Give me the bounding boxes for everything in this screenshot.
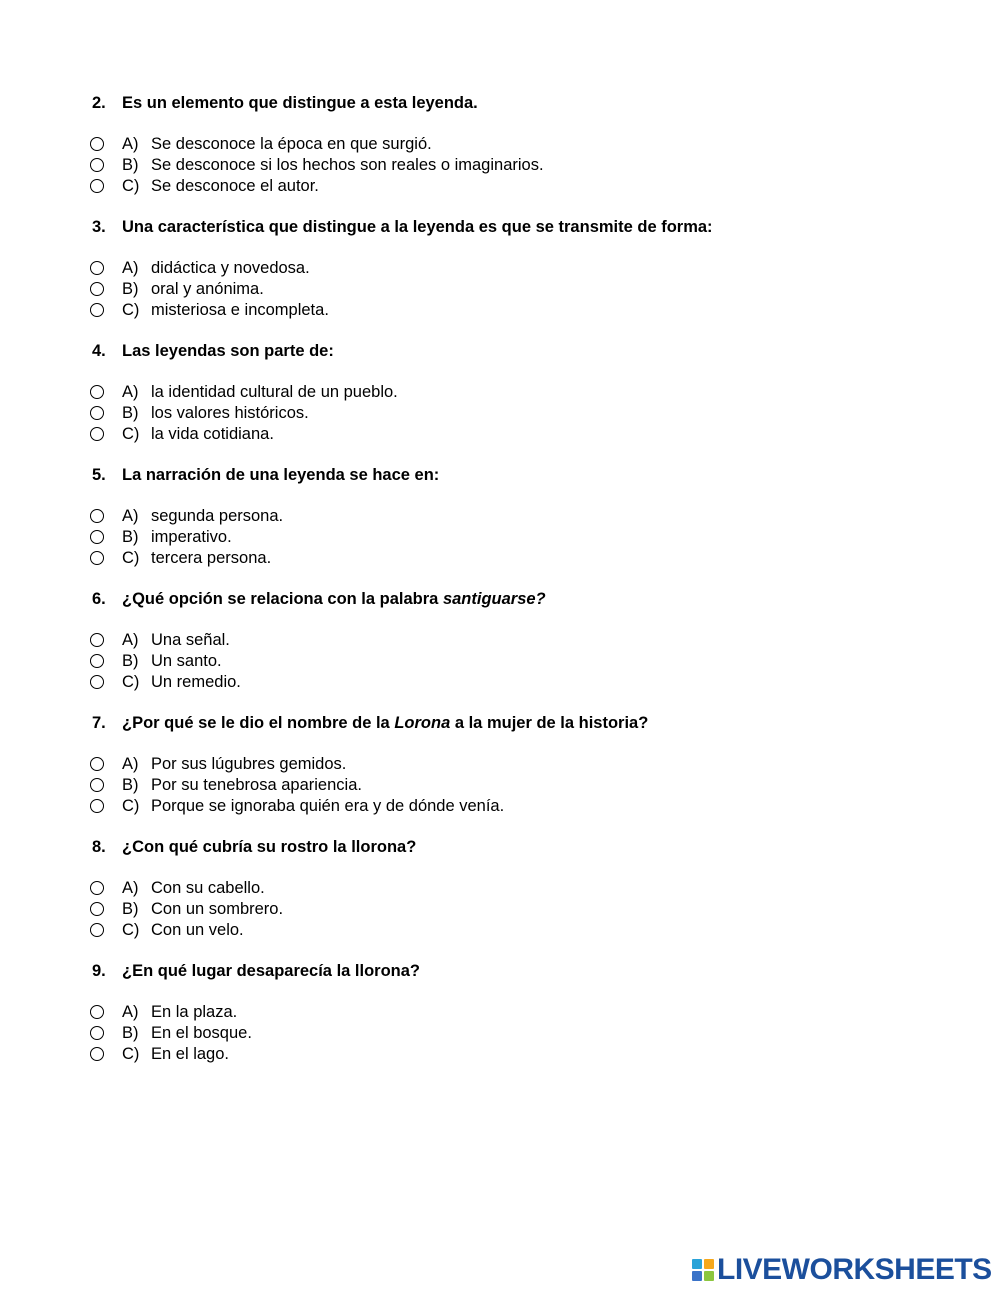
option-text: Por su tenebrosa apariencia. bbox=[151, 776, 362, 794]
logo-text: LIVEWORKSHEETS bbox=[717, 1253, 992, 1286]
radio-button[interactable] bbox=[90, 179, 104, 193]
question-number: 5. bbox=[92, 466, 106, 484]
radio-button[interactable] bbox=[90, 799, 104, 813]
option-text: la identidad cultural de un pueblo. bbox=[151, 383, 398, 401]
option-a[interactable] bbox=[0, 382, 700, 403]
radio-button[interactable] bbox=[90, 530, 104, 544]
question-number: 7. bbox=[92, 714, 106, 732]
radio-button[interactable] bbox=[90, 902, 104, 916]
option-text: Con su cabello. bbox=[151, 879, 265, 897]
option-letter: A) bbox=[122, 507, 139, 525]
option-text: segunda persona. bbox=[151, 507, 284, 525]
option-a[interactable] bbox=[0, 754, 700, 775]
radio-button[interactable] bbox=[90, 654, 104, 668]
option-text: En el lago. bbox=[151, 1045, 229, 1063]
option-letter: A) bbox=[122, 631, 139, 649]
radio-button[interactable] bbox=[90, 137, 104, 151]
option-letter: A) bbox=[122, 259, 139, 277]
option-letter: C) bbox=[122, 549, 140, 567]
radio-button[interactable] bbox=[90, 158, 104, 172]
option-letter: C) bbox=[122, 425, 140, 443]
radio-button[interactable] bbox=[90, 1047, 104, 1061]
radio-button[interactable] bbox=[90, 427, 104, 441]
option-letter: B) bbox=[122, 1024, 139, 1042]
option-letter: A) bbox=[122, 135, 139, 153]
option-letter: B) bbox=[122, 900, 139, 918]
option-c[interactable] bbox=[0, 424, 700, 445]
option-text: la vida cotidiana. bbox=[151, 425, 274, 443]
radio-button[interactable] bbox=[90, 509, 104, 523]
option-text: imperativo. bbox=[151, 528, 232, 546]
question-number: 4. bbox=[92, 342, 106, 360]
option-c[interactable] bbox=[0, 1044, 700, 1065]
option-letter: C) bbox=[122, 921, 140, 939]
question-text: Las leyendas son parte de: bbox=[122, 342, 334, 360]
option-c[interactable] bbox=[0, 672, 700, 693]
question-text: ¿Con qué cubría su rostro la llorona? bbox=[122, 838, 417, 856]
option-letter: B) bbox=[122, 404, 139, 422]
liveworksheets-logo bbox=[692, 1255, 992, 1285]
question-number: 8. bbox=[92, 838, 106, 856]
option-a[interactable] bbox=[0, 134, 700, 155]
question-text: Es un elemento que distingue a esta leyenda. bbox=[122, 94, 478, 112]
radio-button[interactable] bbox=[90, 1026, 104, 1040]
question-title bbox=[92, 464, 439, 486]
question-title bbox=[92, 340, 334, 362]
option-b[interactable] bbox=[0, 1023, 700, 1044]
option-c[interactable] bbox=[0, 176, 700, 197]
option-text: Con un velo. bbox=[151, 921, 244, 939]
radio-button[interactable] bbox=[90, 406, 104, 420]
option-letter: C) bbox=[122, 1045, 140, 1063]
option-text: Se desconoce la época en que surgió. bbox=[151, 135, 432, 153]
option-text: didáctica y novedosa. bbox=[151, 259, 310, 277]
option-text: los valores históricos. bbox=[151, 404, 309, 422]
option-text: Un santo. bbox=[151, 652, 222, 670]
option-letter: B) bbox=[122, 280, 139, 298]
option-b[interactable] bbox=[0, 775, 700, 796]
radio-button[interactable] bbox=[90, 881, 104, 895]
radio-button[interactable] bbox=[90, 303, 104, 317]
option-text: tercera persona. bbox=[151, 549, 272, 567]
option-letter: A) bbox=[122, 383, 139, 401]
option-text: Un remedio. bbox=[151, 673, 241, 691]
option-a[interactable] bbox=[0, 878, 700, 899]
option-c[interactable] bbox=[0, 796, 700, 817]
option-letter: C) bbox=[122, 797, 140, 815]
option-a[interactable] bbox=[0, 1002, 700, 1023]
question-text-end: a la mujer de la historia? bbox=[450, 714, 649, 732]
option-letter: B) bbox=[122, 156, 139, 174]
option-b[interactable] bbox=[0, 899, 700, 920]
option-b[interactable] bbox=[0, 651, 700, 672]
option-text: Por sus lúgubres gemidos. bbox=[151, 755, 347, 773]
option-b[interactable] bbox=[0, 279, 700, 300]
option-letter: B) bbox=[122, 528, 139, 546]
radio-button[interactable] bbox=[90, 778, 104, 792]
option-c[interactable] bbox=[0, 920, 700, 941]
option-letter: A) bbox=[122, 879, 139, 897]
option-text: En el bosque. bbox=[151, 1024, 252, 1042]
radio-button[interactable] bbox=[90, 923, 104, 937]
option-letter: C) bbox=[122, 301, 140, 319]
question-text-italic: Lorona bbox=[394, 714, 451, 732]
option-text: oral y anónima. bbox=[151, 280, 264, 298]
option-letter: B) bbox=[122, 652, 139, 670]
question-number: 2. bbox=[92, 94, 106, 112]
radio-button[interactable] bbox=[90, 675, 104, 689]
question-number: 6. bbox=[92, 590, 106, 608]
question-title bbox=[92, 92, 478, 114]
question-text: ¿Por qué se le dio el nombre de la bbox=[122, 714, 395, 732]
question-text: Una característica que distingue a la leyenda es que se transmite de forma: bbox=[122, 218, 713, 236]
question-title bbox=[92, 960, 420, 982]
radio-button[interactable] bbox=[90, 633, 104, 647]
option-b[interactable] bbox=[0, 403, 700, 424]
radio-button[interactable] bbox=[90, 385, 104, 399]
question-title bbox=[92, 588, 546, 610]
option-letter: C) bbox=[122, 177, 140, 195]
question-title bbox=[92, 836, 416, 858]
option-text: Con un sombrero. bbox=[151, 900, 284, 918]
option-b[interactable] bbox=[0, 527, 700, 548]
question-text: ¿En qué lugar desaparecía la llorona? bbox=[122, 962, 420, 980]
question-title bbox=[92, 216, 713, 238]
option-text: Se desconoce el autor. bbox=[151, 177, 319, 195]
option-c[interactable] bbox=[0, 300, 700, 321]
radio-button[interactable] bbox=[90, 757, 104, 771]
option-letter: A) bbox=[122, 755, 139, 773]
option-text: En la plaza. bbox=[151, 1003, 238, 1021]
radio-button[interactable] bbox=[90, 282, 104, 296]
option-letter: B) bbox=[122, 776, 139, 794]
option-text: Una señal. bbox=[151, 631, 230, 649]
question-text: La narración de una leyenda se hace en: bbox=[122, 466, 440, 484]
option-a[interactable] bbox=[0, 630, 700, 651]
liveworksheets-logo-icon bbox=[692, 1259, 714, 1281]
option-c[interactable] bbox=[0, 548, 700, 569]
radio-button[interactable] bbox=[90, 551, 104, 565]
option-a[interactable] bbox=[0, 506, 700, 527]
question-title bbox=[92, 712, 648, 734]
radio-button[interactable] bbox=[90, 1005, 104, 1019]
option-letter: C) bbox=[122, 673, 140, 691]
radio-button[interactable] bbox=[90, 261, 104, 275]
option-a[interactable] bbox=[0, 258, 700, 279]
option-text: misteriosa e incompleta. bbox=[151, 301, 329, 319]
option-text: Se desconoce si los hechos son reales o imaginarios. bbox=[151, 156, 544, 174]
option-letter: A) bbox=[122, 1003, 139, 1021]
question-number: 3. bbox=[92, 218, 106, 236]
question-text: ¿Qué opción se relaciona con la palabra bbox=[122, 590, 443, 608]
question-text-italic: santiguarse? bbox=[442, 590, 546, 608]
question-number: 9. bbox=[92, 962, 106, 980]
option-text: Porque se ignoraba quién era y de dónde venía. bbox=[151, 797, 505, 815]
option-b[interactable] bbox=[0, 155, 700, 176]
